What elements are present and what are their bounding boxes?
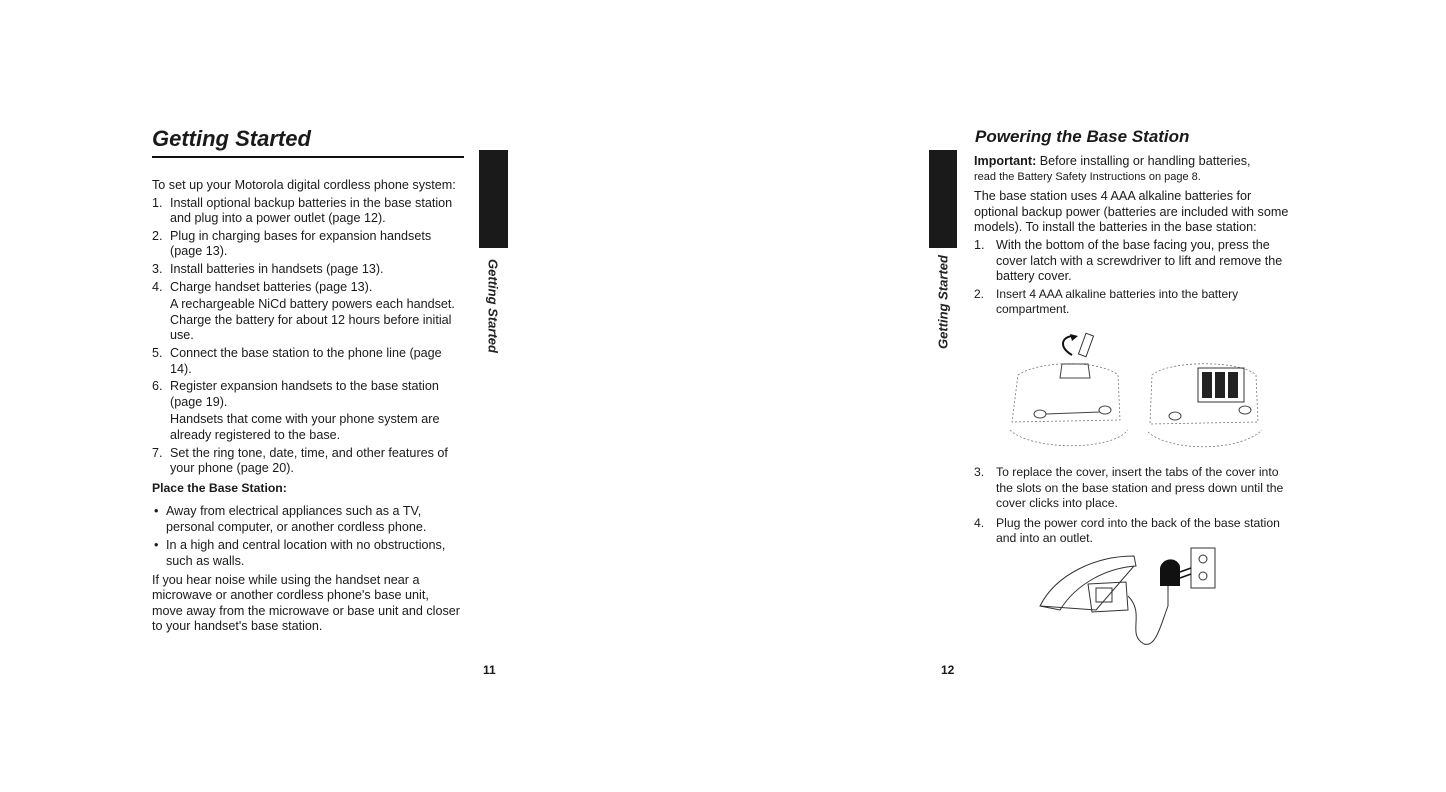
- side-tab-label-right: Getting Started: [935, 255, 951, 349]
- section-tab-marker: [479, 150, 508, 248]
- battery-paragraph: The base station uses 4 AAA alkaline batteries for optional backup power (batteries are included with some models). To install the batteries in the base station:: [974, 189, 1289, 235]
- list-item: • In a high and central location with no obstructions, such as walls.: [154, 538, 446, 569]
- title-rule: [152, 156, 464, 158]
- list-item: 1. Install optional backup batteries in the base station and plug into a power outlet (page 12).: [152, 195, 453, 226]
- list-item: • Away from electrical appliances such as a TV, personal computer, or another cordless phone.: [154, 504, 427, 534]
- page-title-left: Getting Started: [152, 126, 311, 151]
- list-item: 2. Insert 4 AAA alkaline batteries into the battery compartment.: [974, 286, 1239, 317]
- list-item: 7. Set the ring tone, date, time, and other features of your phone (page 20).: [152, 445, 448, 476]
- list-item: 3. Install batteries in handsets (page 13).: [152, 261, 384, 276]
- step-note: A rechargeable NiCd battery powers each handset. Charge the battery for about 12 hours before initial use.: [170, 297, 455, 343]
- important-note-line2: read the Battery Safety Instructions on page 8.: [974, 170, 1201, 183]
- power-cord-illustration: [1036, 544, 1221, 652]
- list-item: 1. With the bottom of the base facing you, press the cover latch with a screwdriver to lift and remove the battery cover.: [974, 237, 1283, 284]
- place-base-heading: Place the Base Station:: [152, 480, 287, 495]
- left-page-body: [152, 178, 462, 637]
- side-tab-label-left: Getting Started: [485, 259, 501, 353]
- page-number-right: 12: [941, 663, 955, 677]
- battery-steps-list-continued: [974, 465, 1292, 547]
- page-title-right: Powering the Base Station: [975, 127, 1190, 146]
- battery-cover-illustration: [1000, 330, 1265, 460]
- list-item: 6. Register expansion handsets to the base station (page 19). Handsets that come with your phone system are already registered to the base.: [152, 379, 462, 443]
- battery-steps-list: [974, 238, 1292, 318]
- step-note: Handsets that come with your phone system are already registered to the base.: [170, 412, 440, 442]
- right-page-body-lower: [974, 465, 1292, 549]
- closing-text: If you hear noise while using the handset near a microwave or another cordless phone's base unit, move away from the microwave or base unit and closer to your handset's base station.: [152, 572, 460, 634]
- list-item: 3. To replace the cover, insert the tabs of the cover into the slots on the base station and press down until the cover clicks into place.: [974, 465, 1284, 511]
- important-note: Important: Before installing or handling batteries,: [974, 154, 1251, 168]
- list-item: 2. Plug in charging bases for expansion handsets (page 13).: [152, 228, 432, 259]
- right-page-body: [974, 154, 1292, 320]
- intro-text: To set up your Motorola digital cordless phone system:: [152, 178, 456, 192]
- list-item: 4. Charge handset batteries (page 13). A rechargeable NiCd battery powers each handset. Charge the battery for about 12 hours before initial use.: [152, 280, 462, 344]
- setup-steps-list: [152, 196, 462, 477]
- list-item: 5. Connect the base station to the phone line (page 14).: [152, 345, 442, 376]
- section-tab-marker: [929, 150, 957, 248]
- placement-bullets: [152, 504, 462, 569]
- list-item: 4. Plug the power cord into the back of the base station and into an outlet.: [974, 515, 1280, 546]
- page-number-left: 11: [483, 663, 496, 677]
